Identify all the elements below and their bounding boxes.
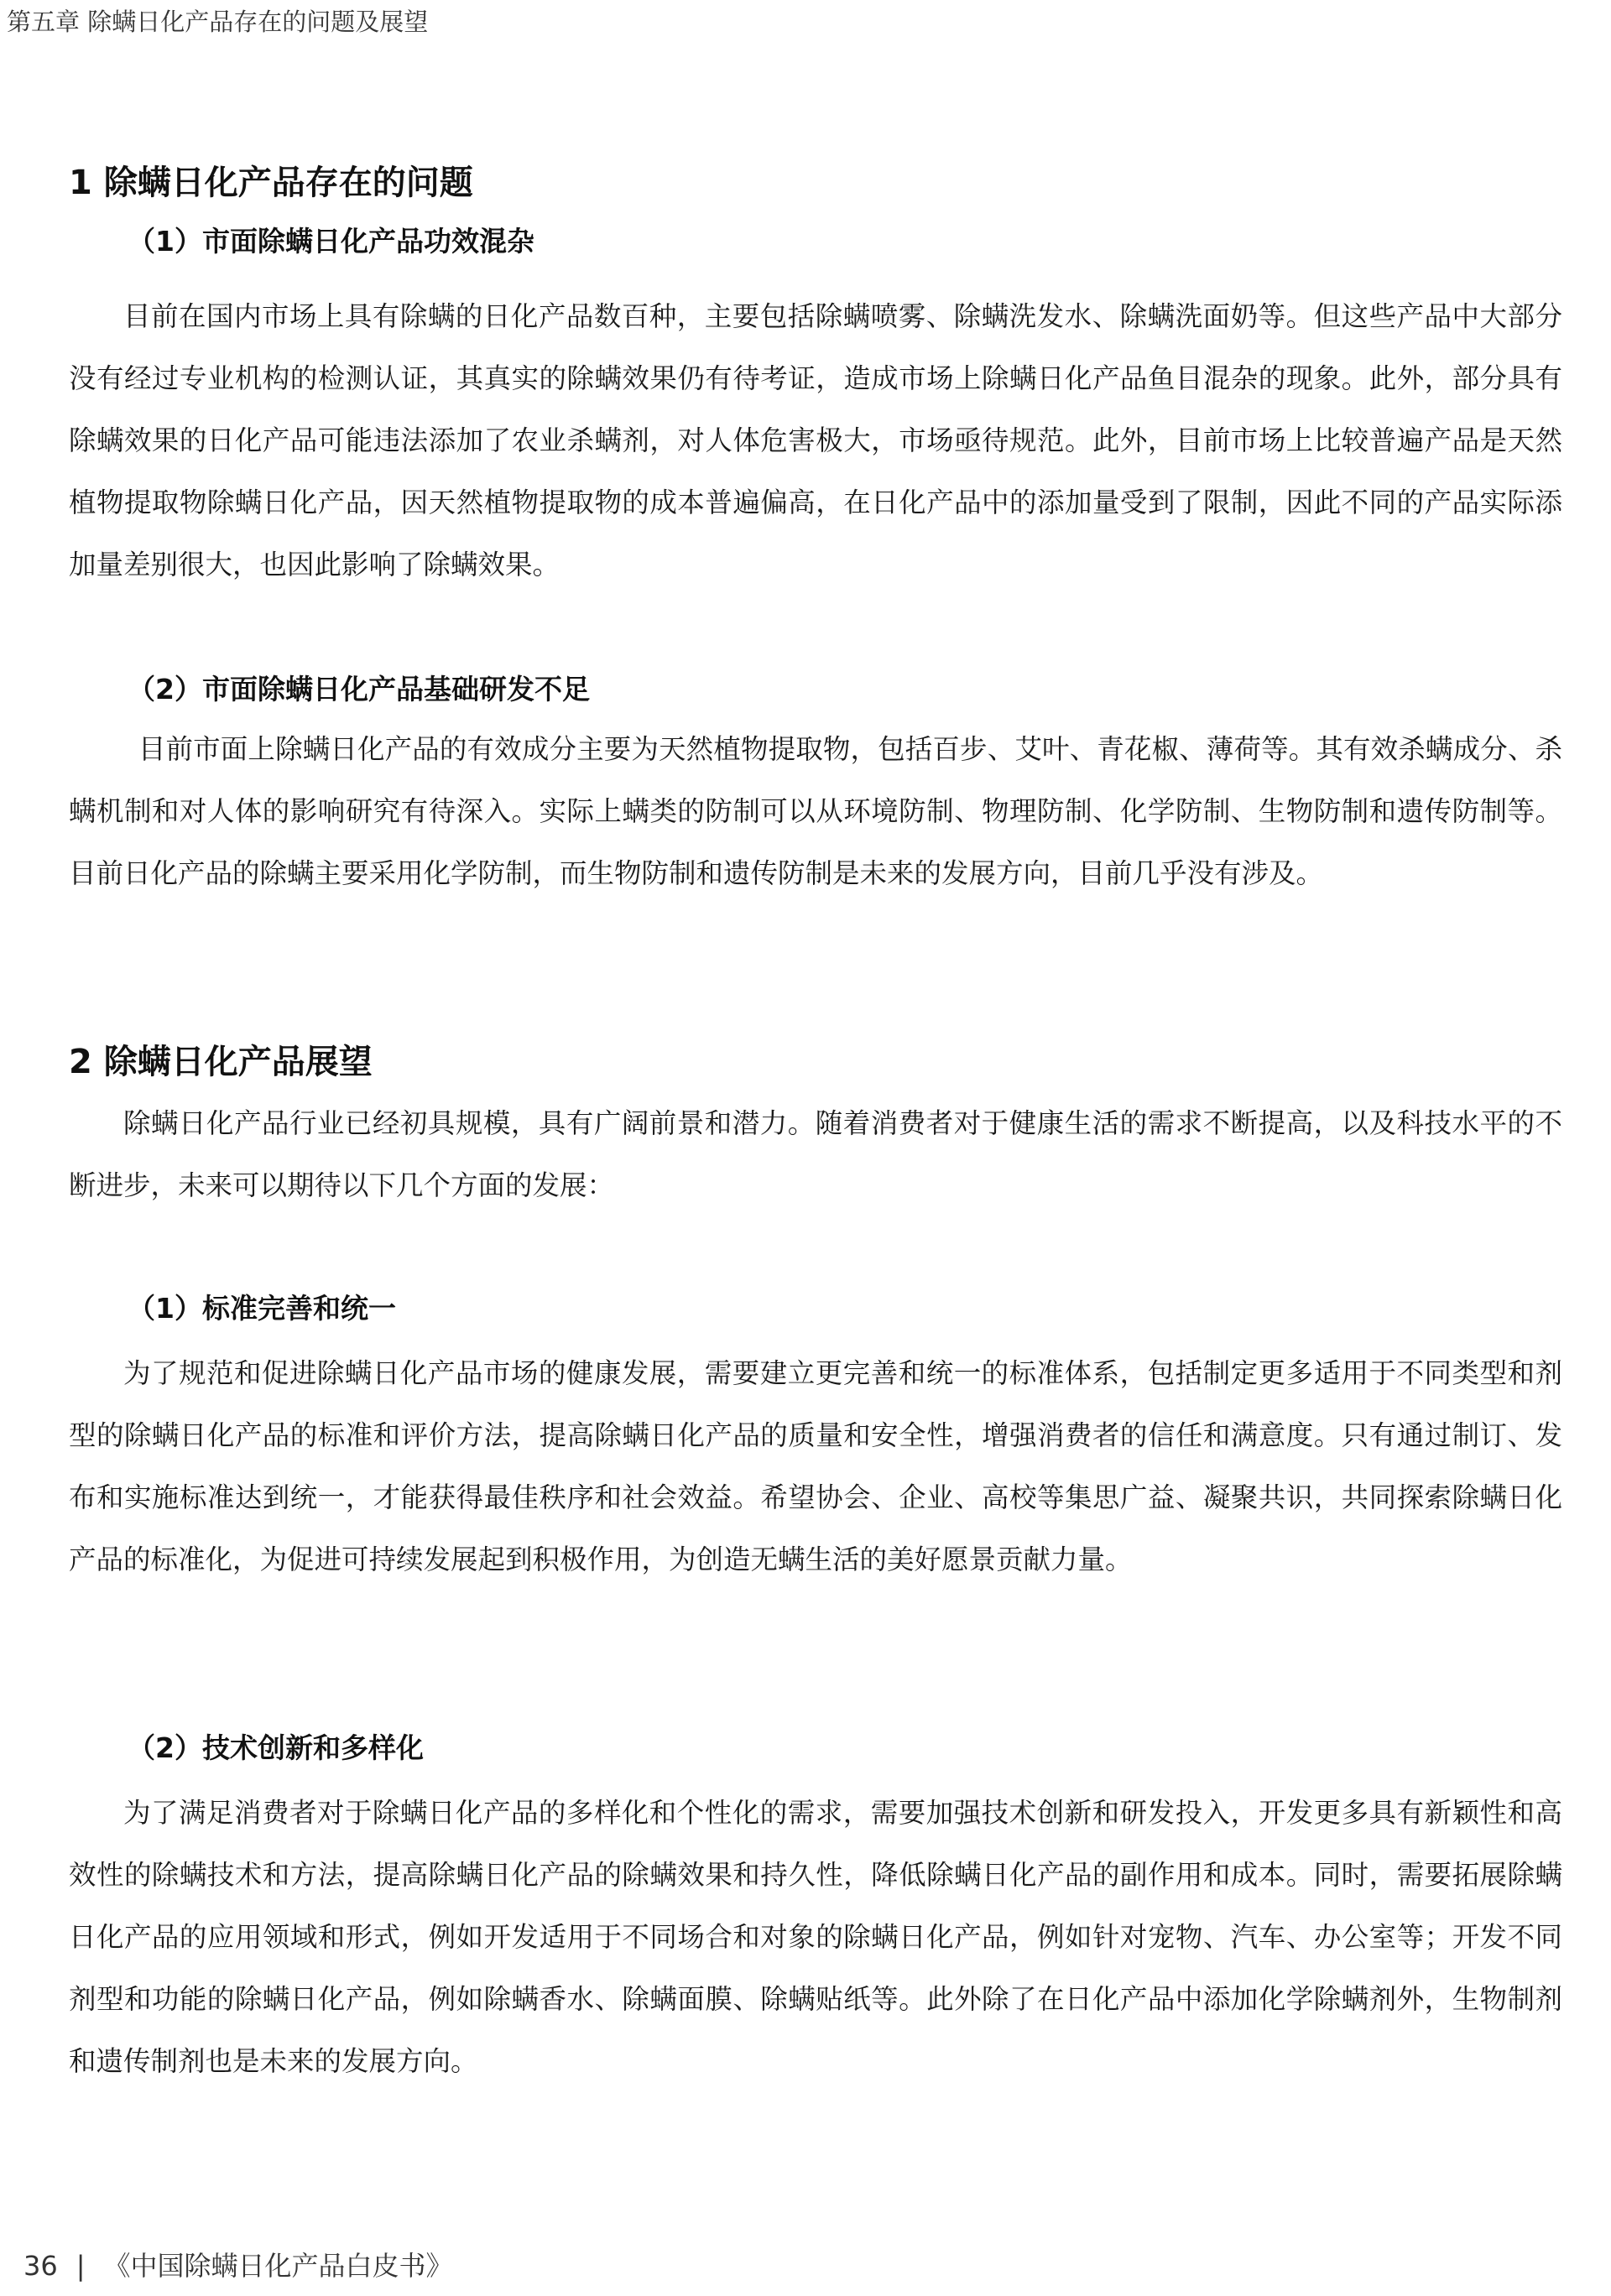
page-number: 36 [23, 2250, 58, 2282]
page-footer [23, 2245, 453, 2283]
subsection-1-1-paragraph: 目前在国内市场上具有除螨的日化产品数百种，主要包括除螨喷雾、除螨洗发水、除螨洗面奶等。但这些产品中大部分没有经过专业机构的检测认证，其真实的除螨效果仍有待考证，造成市场上除螨日化产品鱼目混杂的现象。此外，部分具有除螨效果的日化产品可能违法添加了农业杀螨剂，对人体危害极大，市场亟待规范。此外，目前市场上比较普遍产品是天然植物提取物除螨日化产品，因天然植物提取物的成本普遍偏高，在日化产品中的添加量受到了限制，因此不同的产品实际添加量差别很大，也因此影响了除螨效果。 [69, 300, 1562, 581]
subsection-2-2-heading: （2）技术创新和多样化 [128, 1731, 424, 1764]
footer-separator: | [76, 2250, 86, 2282]
subsection-1-2-paragraph: 目前市面上除螨日化产品的有效成分主要为天然植物提取物，包括百步、艾叶、青花椒、薄荷等。其有效杀螨成分、杀螨机制和对人体的影响研究有待深入。实际上螨类的防制可以从环境防制、物理防制、化学防制、生物防制和遗传防制等。目前日化产品的除螨主要采用化学防制，而生物防制和遗传防制是未来的发展方向，目前几乎没有涉及。 [69, 733, 1562, 889]
section-2-intro: 除螨日化产品行业已经初具规模，具有广阔前景和潜力。随着消费者对于健康生活的需求不断提高，以及科技水平的不断进步，未来可以期待以下几个方面的发展： [69, 1107, 1562, 1201]
subsection-2-1-paragraph: 为了规范和促进除螨日化产品市场的健康发展，需要建立更完善和统一的标准体系，包括制定更多适用于不同类型和剂型的除螨日化产品的标准和评价方法，提高除螨日化产品的质量和安全性，增强消费者的信任和满意度。只有通过制订、发布和实施标准达到统一，才能获得最佳秩序和社会效益。希望协会、企业、高校等集思广益、凝聚共识，共同探索除螨日化产品的标准化，为促进可持续发展起到积极作用，为创造无螨生活的美好愿景贡献力量。 [69, 1357, 1562, 1575]
subsection-2-2-paragraph: 为了满足消费者对于除螨日化产品的多样化和个性化的需求，需要加强技术创新和研发投入，开发更多具有新颖性和高效性的除螨技术和方法，提高除螨日化产品的除螨效果和持久性，降低除螨日化产品的副作用和成本。同时，需要拓展除螨日化产品的应用领域和形式，例如开发适用于不同场合和对象的除螨日化产品，例如针对宠物、汽车、办公室等；开发不同剂型和功能的除螨日化产品，例如除螨香水、除螨面膜、除螨贴纸等。此外除了在日化产品中添加化学除螨剂外，生物制剂和遗传制剂也是未来的发展方向。 [69, 1797, 1562, 2077]
subsection-1-2-heading: （2）市面除螨日化产品基础研发不足 [128, 673, 590, 705]
subsection-2-1-heading: （1）标准完善和统一 [128, 1292, 396, 1325]
book-title: 《中国除螨日化产品白皮书》 [103, 2250, 453, 2282]
subsection-1-1-heading: （1）市面除螨日化产品功效混杂 [128, 225, 534, 258]
running-header: 第五章 除螨日化产品存在的问题及展望 [7, 8, 429, 36]
section-2-heading: 2 除螨日化产品展望 [69, 1043, 373, 1081]
section-1-heading: 1 除螨日化产品存在的问题 [69, 164, 473, 202]
